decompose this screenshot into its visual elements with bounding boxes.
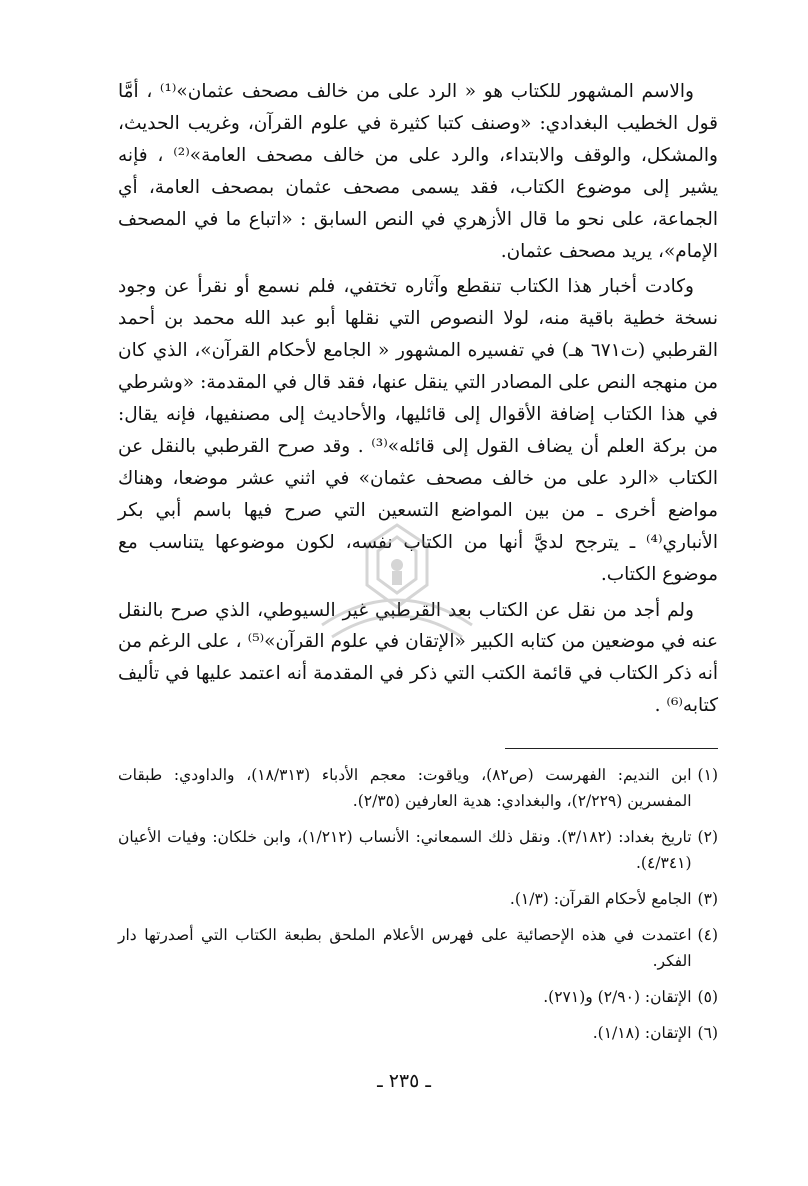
footnote-separator [505, 748, 718, 749]
footnote [118, 984, 718, 1010]
footnotes [118, 762, 718, 1056]
paragraph: وكادت أخبار هذا الكتاب تنقطع وآثاره تختفي، فلم نسمع أو نقرأ عن وجود نسخة خطية باقية منه، لولا النصوص التي نقلها أبو عبد الله محمد بن أحمد القرطبي (ت٦٧١ هـ) في تفسيره المشهور « الجامع لأحكام القرآن»، الذي كان من منهجه النص على المصادر التي ينقل عنها، فقد قال في المقدمة: «وشرطي في هذا الكتاب إضافة الأقوال إلى قائليها، والأحاديث إلى مصنفيها، فإنه يقال: من بركة العلم أن يضاف القول إلى قائله»⁽³⁾ . وقد صرح القرطبي بالنقل عن الكتاب «الرد على من خالف مصحف عثمان» في اثني عشر موضعا، وهناك مواضع أخرى ـ من بين المواضع التسعين التي صرح فيها باسم أبي بكر الأنباري⁽⁴⁾ ـ يترجح لديَّ أنها من الكتاب نفسه، لكون موضوعها يتناسب مع موضوع الكتاب. [118, 276, 719, 585]
page-number: ـ ٢٣٥ ـ [377, 1070, 431, 1092]
main-text [118, 76, 718, 722]
footnote-text: الإتقان: (٢/٩٠) و(٢٧١). [543, 988, 692, 1006]
footnote-number: (٤) [697, 926, 718, 944]
footnote-text: الجامع لأحكام القرآن: (١/٣). [509, 890, 692, 908]
footnote [118, 1020, 718, 1046]
footnote [118, 922, 718, 974]
footnote-text: تاريخ بغداد: (٣/١٨٢). ونقل ذلك السمعاني: الأنساب (١/٢١٢)، وابن خلكان: وفيات الأعيان (٤/٣٤١). [118, 828, 692, 872]
footnote-number: (٦) [697, 1024, 718, 1042]
footnote [118, 762, 718, 814]
paragraph: والاسم المشهور للكتاب هو « الرد على من خالف مصحف عثمان»⁽¹⁾ ، أمَّا قول الخطيب البغدادي: «وصنف كتبا كثيرة في علوم القرآن، وغريب الحديث، والمشكل، والوقف والابتداء، والرد على من خالف مصحف العامة»⁽²⁾ ، فإنه يشير إلى موضوع الكتاب، فقد يسمى مصحف عثمان بمصحف العامة، أي الجماعة، على نحو ما قال الأزهري في النص السابق : «اتباع ما في المصحف الإمام»، يريد مصحف عثمان. [118, 81, 718, 262]
footnote [118, 824, 718, 876]
footnote-text: اعتمدت في هذه الإحصائية على فهرس الأعلام الملحق بطبعة الكتاب التي أصدرتها دار الفكر. [118, 926, 692, 970]
footnote-text: ابن النديم: الفهرست (ص٨٢)، وياقوت: معجم الأدباء (١٨/٣١٣)، والداودي: طبقات المفسرين (٢/٢٢٩)، والبغدادي: هدية العارفين (٢/٣٥). [118, 766, 692, 810]
paragraph: ولم أجد من نقل عن الكتاب بعد القرطبي غير السيوطي، الذي صرح بالنقل عنه في موضعين من كتابه الكبير «الإتقان في علوم القرآن»⁽⁵⁾ ، على الرغم من أنه ذكر الكتاب في قائمة الكتب التي ذكر في المقدمة أنه اعتمد عليها في تأليف كتابه⁽⁶⁾ . [118, 599, 718, 717]
footnote-number: (١) [697, 766, 718, 784]
footnote-number: (٣) [697, 890, 718, 908]
footnote-text: الإتقان: (١/١٨). [592, 1024, 692, 1042]
footnote [118, 886, 718, 912]
footnote-number: (٢) [697, 828, 718, 846]
footnote-number: (٥) [697, 988, 718, 1006]
